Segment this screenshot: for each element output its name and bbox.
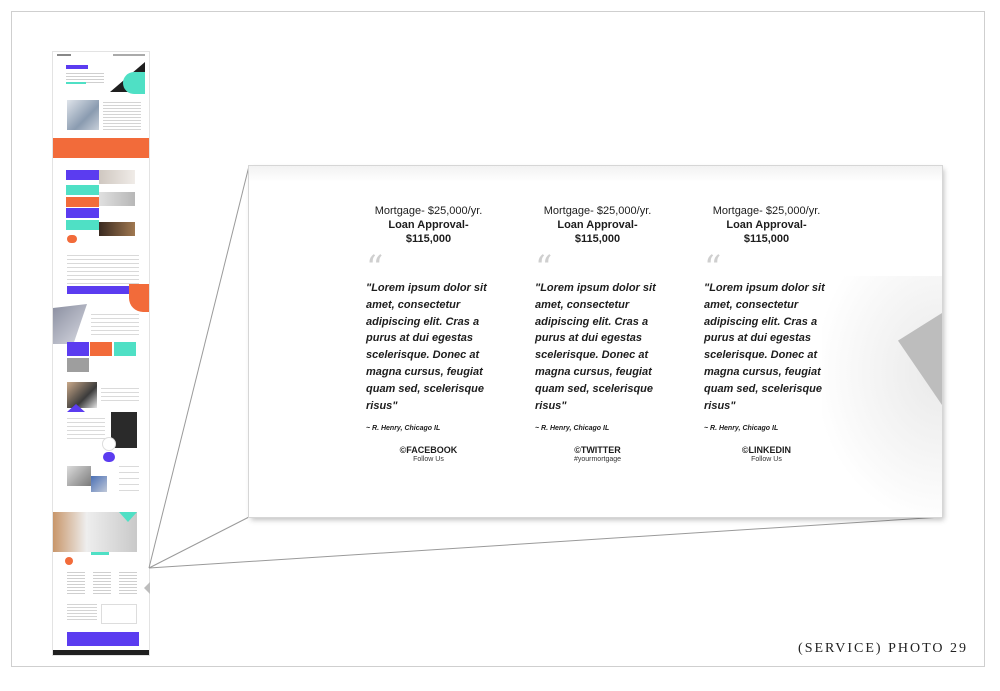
social-subtext: #yourmortgage (573, 456, 622, 464)
quote-mark-icon: “ (366, 250, 384, 276)
quote-mark-icon: “ (535, 250, 553, 276)
thumb-orange-corner (129, 284, 149, 312)
thumb-testimonial (67, 572, 85, 594)
social-subtext: Follow Us (751, 456, 782, 464)
thumb-grid-cell (66, 170, 99, 180)
thumb-grid-photo (99, 222, 135, 236)
thumb-grid-cell (66, 185, 99, 195)
loan-approval: Loan Approval- $115,000 (388, 219, 469, 245)
thumb-grid-photo (99, 170, 135, 184)
social-subtext: Follow Us (413, 456, 444, 464)
thumb-stat-box (90, 342, 112, 356)
photo-caption: (SERVICE) PHOTO 29 (798, 641, 968, 656)
thumb-contact-form (101, 604, 137, 624)
page-thumbnail (53, 52, 149, 655)
social-link-twitter[interactable]: ©TWITTER (574, 445, 621, 456)
thumb-grid-photo (99, 192, 135, 206)
thumb-stat-box (67, 358, 89, 372)
testimonials-zoom-panel (249, 166, 942, 517)
thumb-building-photo (67, 100, 99, 130)
loan-approval: Loan Approval- $115,000 (557, 219, 638, 245)
thumb-team-photo (67, 382, 97, 408)
thumb-circle (103, 438, 115, 450)
thumb-stat-box (67, 342, 89, 356)
thumb-grid-cell (66, 220, 99, 230)
thumb-grid-cell (66, 208, 99, 218)
thumb-about-text (103, 102, 141, 130)
thumb-text-block (91, 314, 139, 336)
loan-approval: Loan Approval- $115,000 (726, 219, 807, 245)
thumb-purple-dot (103, 452, 115, 462)
testimonial-author: ~ R. Henry, Chicago IL (535, 425, 610, 433)
thumb-testimonial (119, 572, 137, 594)
thumb-text-block (101, 388, 139, 402)
testimonial-card-twitter (535, 204, 660, 464)
thumb-hero-shape-teal (123, 72, 145, 94)
thumb-footer (67, 632, 139, 646)
thumb-bottom-bar (53, 650, 149, 655)
thumb-laptop-photo (91, 476, 107, 492)
thumb-orange-dot (65, 557, 73, 565)
thumb-grid-cell (66, 197, 99, 207)
thumb-hero-button (66, 82, 86, 84)
mortgage-price: Mortgage- $25,000/yr. (712, 205, 821, 217)
thumb-orange-band (53, 138, 149, 158)
testimonial-author: ~ R. Henry, Chicago IL (704, 425, 779, 433)
testimonial-quote: "Lorem ipsum dolor sit amet, consectetur adipiscing elit. Cras a purus at dui egestas scelerisque. Donec at magna cursus, feugiat quam sed, scelerisque risus" (366, 282, 487, 412)
thumb-text-section (67, 255, 139, 285)
thumb-laptop-photo (67, 466, 91, 486)
thumb-testimonial (93, 572, 111, 594)
thumb-hands-photo (53, 304, 87, 344)
thumb-contact-text (67, 604, 97, 622)
testimonial-card-linkedin (704, 204, 829, 464)
social-link-linkedin[interactable]: ©LINKEDIN (741, 445, 792, 456)
thumb-orange-dot (67, 235, 77, 243)
thumb-stats-text (119, 466, 139, 496)
mortgage-price: Mortgage- $25,000/yr. (543, 205, 652, 217)
testimonial-quote: "Lorem ipsum dolor sit amet, consectetur adipiscing elit. Cras a purus at dui egestas scelerisque. Donec at magna cursus, feugiat quam sed, scelerisque risus" (535, 282, 656, 412)
background-photo-fade (822, 276, 942, 516)
mortgage-price: Mortgage- $25,000/yr. (374, 205, 483, 217)
social-link-facebook[interactable]: ©FACEBOOK (399, 445, 458, 456)
thumb-text-block (67, 418, 105, 440)
panel-shadow (249, 166, 942, 182)
testimonial-card-facebook (366, 204, 491, 464)
thumb-nav (113, 54, 145, 56)
thumb-hero-title (66, 65, 88, 69)
thumb-stat-box (114, 342, 136, 356)
testimonial-author: ~ R. Henry, Chicago IL (366, 425, 441, 433)
testimonial-quote: "Lorem ipsum dolor sit amet, consectetur adipiscing elit. Cras a purus at dui egestas scelerisque. Donec at magna cursus, feugiat quam sed, scelerisque risus" (704, 282, 825, 412)
thumb-logo (57, 54, 71, 56)
quote-mark-icon: “ (704, 250, 722, 276)
thumb-teal-button (91, 552, 109, 555)
